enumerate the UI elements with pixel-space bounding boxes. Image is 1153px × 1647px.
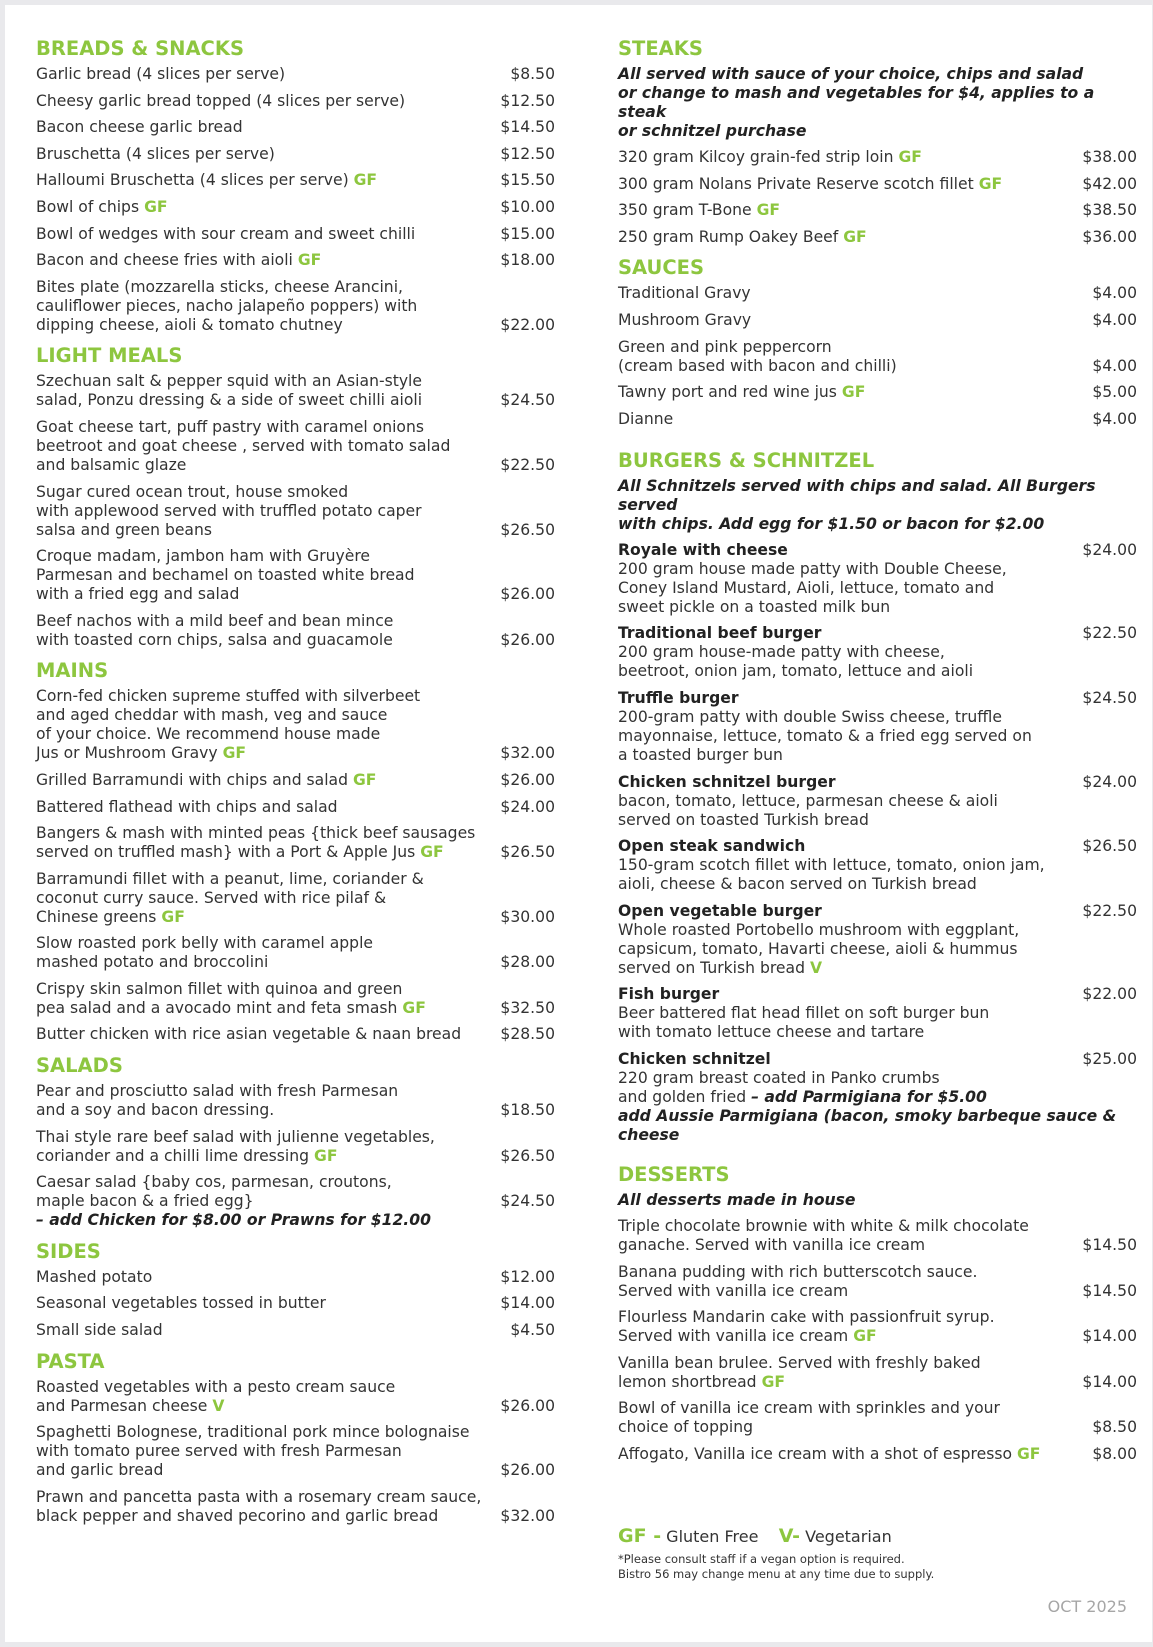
item-description: 220 gram breast coated in Panko crumbs and golden fried: [618, 1068, 940, 1106]
menu-item: [36, 1268, 555, 1287]
menu-item: [36, 278, 555, 335]
section-heading: STEAKS: [618, 37, 703, 60]
menu-item: [618, 1445, 1137, 1464]
menu-item: [618, 148, 1137, 167]
gluten-free-tag: GF: [978, 174, 1003, 193]
menu-item: [36, 1128, 555, 1166]
section-breads-snacks: [36, 35, 555, 335]
menu-item: [36, 372, 555, 410]
item-price: $18.00: [500, 251, 555, 270]
item-price: $32.00: [500, 1506, 555, 1525]
left-column: [36, 33, 555, 1533]
aussie-parmigiana-add-on: add Aussie Parmigiana (bacon, smoky barbeque sauce & cheese: [618, 1106, 1117, 1144]
vegan-note: *Please consult staff if a vegan option is required.: [618, 1552, 905, 1566]
item-name: Banana pudding with rich butterscotch sauce. Served with vanilla ice cream: [618, 1262, 978, 1300]
gluten-free-tag: GF: [222, 744, 247, 763]
item-price: $4.00: [1092, 284, 1137, 303]
item-name: Vanilla bean brulee. Served with freshly baked lemon shortbread: [618, 1353, 981, 1391]
item-name: Halloumi Bruschetta (4 slices per serve): [36, 171, 349, 190]
menu-item: [36, 1321, 555, 1340]
menu-item: [36, 198, 555, 217]
item-price: $15.50: [500, 171, 555, 190]
item-price: $4.00: [1092, 310, 1137, 329]
item-name: Bowl of chips: [36, 197, 140, 216]
item-description: 200 gram house made patty with Double Cheese, Coney Island Mustard, Aioli, lettuce, tomato and sweet pickle on a toasted milk bun: [618, 559, 1007, 616]
section-salads: [36, 1052, 555, 1230]
item-name: Thai style rare beef salad with julienne vegetables, coriander and a chilli lime dressing: [36, 1127, 435, 1165]
item-price: $24.50: [1082, 688, 1137, 707]
item-name: Battered flathead with chips and salad: [36, 797, 338, 816]
item-name: Truffle burger: [618, 688, 739, 707]
item-price: $24.50: [500, 1192, 555, 1211]
section-heading: BREADS & SNACKS: [36, 37, 245, 60]
item-description: bacon, tomato, lettuce, parmesan cheese & aioli served on toasted Turkish bread: [618, 791, 998, 829]
menu-change-note: Bistro 56 may change menu at any time due to supply.: [618, 1567, 935, 1581]
item-price: $30.00: [500, 907, 555, 926]
gluten-free-tag: GF: [161, 907, 185, 926]
section-heading: BURGERS & SCHNITZEL: [618, 448, 875, 472]
item-name: Bacon cheese garlic bread: [36, 118, 243, 137]
item-price: $12.00: [500, 1267, 555, 1286]
item-description: 150-gram scotch fillet with lettuce, tomato, onion jam, aioli, cheese & bacon served on Turkish bread: [618, 856, 1045, 894]
vegetarian-tag: V: [212, 1396, 225, 1415]
item-name: Slow roasted pork belly with caramel apple mashed potato and broccolini: [36, 934, 374, 972]
gluten-free-tag: GF: [402, 998, 426, 1017]
item-price: $12.50: [500, 91, 555, 110]
item-name: Prawn and pancetta pasta with a rosemary cream sauce, black pepper and shaved pecorino and garlic bread: [36, 1487, 482, 1525]
item-name: Roasted vegetables with a pesto cream sauce and Parmesan cheese: [36, 1377, 396, 1415]
gluten-free-tag: GF: [761, 1372, 786, 1391]
item-price: $4.00: [1092, 409, 1137, 428]
menu-item: [36, 1173, 555, 1211]
item-price: $26.50: [1082, 837, 1137, 856]
menu-item: [36, 1378, 555, 1416]
item-price: $26.50: [500, 1146, 555, 1165]
gluten-free-tag: GF: [420, 843, 444, 862]
menu-item: [36, 92, 555, 111]
item-price: $12.50: [500, 144, 555, 163]
gluten-free-tag: GF: [853, 1327, 877, 1346]
section-light-meals: [36, 342, 555, 649]
gluten-free-tag: GF: [1016, 1444, 1041, 1463]
section-note: All Schnitzels served with chips and salad. All Burgers served with chips. Add egg for $1.50 or bacon for $2.00: [618, 476, 1096, 533]
item-name: Bangers & mash with minted peas {thick beef sausages served on truffled mash} with a Port & Apple Jus: [36, 824, 476, 862]
menu-item: [36, 798, 555, 817]
menu-item: [36, 251, 555, 270]
item-price: $14.00: [500, 1294, 555, 1313]
menu-item: [36, 1025, 555, 1044]
item-name: Green and pink peppercorn (cream based with bacon and chilli): [618, 337, 897, 375]
item-name: Seasonal vegetables tossed in butter: [36, 1294, 326, 1313]
item-price: $26.00: [500, 770, 555, 789]
item-price: $14.00: [1082, 1372, 1137, 1391]
menu-item: [36, 65, 555, 84]
menu-item: [618, 338, 1137, 376]
item-name: Sugar cured ocean trout, house smoked with applewood served with truffled potato caper salsa and green beans: [36, 482, 422, 539]
menu-item: [618, 1263, 1137, 1301]
item-price: $14.50: [1082, 1281, 1137, 1300]
item-name: Bowl of wedges with sour cream and sweet chilli: [36, 224, 416, 243]
item-name: Dianne: [618, 409, 674, 428]
item-price: $22.00: [1082, 985, 1137, 1004]
item-price: $38.00: [1082, 148, 1137, 166]
item-name: Open steak sandwich: [618, 837, 806, 856]
gluten-free-tag: GF: [898, 148, 922, 166]
item-name: Butter chicken with rice asian vegetable & naan bread: [36, 1025, 462, 1044]
section-sauces: [618, 254, 1137, 428]
item-price: $24.00: [1082, 772, 1137, 791]
menu-date: OCT 2025: [1047, 1597, 1127, 1616]
dietary-legend: [618, 1525, 1137, 1582]
item-price: $22.50: [500, 455, 555, 474]
item-price: $10.00: [500, 197, 555, 216]
item-name: Bowl of vanilla ice cream with sprinkles and your choice of topping: [618, 1399, 1000, 1437]
menu-item: [618, 1050, 1137, 1145]
item-name: Small side salad: [36, 1321, 163, 1340]
gluten-free-tag: GF: [144, 197, 168, 216]
gluten-free-tag: GF: [297, 251, 322, 270]
item-price: $18.50: [500, 1101, 555, 1120]
item-price: $8.00: [1092, 1444, 1137, 1463]
item-name: Beef nachos with a mild beef and bean mince with toasted corn chips, salsa and guacamole: [36, 611, 394, 649]
menu-item: [36, 1294, 555, 1313]
item-price: $26.50: [500, 520, 555, 539]
menu-item: [618, 1217, 1137, 1255]
menu-item: [618, 624, 1137, 681]
menu-item: [618, 689, 1137, 765]
item-name: Bacon and cheese fries with aioli: [36, 251, 293, 270]
section-heading: SIDES: [36, 1239, 101, 1263]
item-name: Bruschetta (4 slices per serve): [36, 144, 275, 163]
item-price: $25.00: [1082, 1049, 1137, 1068]
item-price: $5.00: [1092, 383, 1137, 402]
item-name: 250 gram Rump Oakey Beef: [618, 227, 839, 246]
item-price: $14.50: [1082, 1235, 1137, 1254]
menu-item: [36, 980, 555, 1018]
section-sides: [36, 1238, 555, 1340]
section-heading: SAUCES: [618, 256, 705, 280]
gluten-free-tag: GF: [756, 201, 781, 220]
item-price: $15.00: [500, 224, 555, 243]
item-name: Chicken schnitzel: [618, 1049, 771, 1068]
parmigiana-add-on: – add Parmigiana for $5.00: [751, 1087, 987, 1106]
menu-item: [36, 687, 555, 763]
item-price: $4.50: [510, 1321, 555, 1340]
menu-item: [36, 547, 555, 604]
item-price: $26.00: [500, 1396, 555, 1415]
menu-item: [618, 311, 1137, 330]
item-name: Bites plate (mozzarella sticks, cheese Arancini, cauliflower pieces, nacho jalapeño poppers) with dipping cheese, aioli & tomato chutney: [36, 277, 418, 334]
item-price: $32.00: [500, 744, 555, 763]
item-description: Beer battered flat head fillet on soft burger bun with tomato lettuce cheese and tartare: [618, 1004, 990, 1042]
caesar-add-on: – add Chicken for $8.00 or Prawns for $12.00: [36, 1211, 431, 1230]
item-name: Chicken schnitzel burger: [618, 772, 836, 791]
menu-item: [618, 1354, 1137, 1392]
item-name: Traditional Gravy: [618, 284, 751, 303]
menu-item: [618, 201, 1137, 220]
section-steaks: [618, 35, 1137, 247]
gluten-free-label: Gluten Free: [666, 1527, 759, 1546]
menu-item: [618, 1399, 1137, 1437]
item-name: Affogato, Vanilla ice cream with a shot of espresso: [618, 1444, 1013, 1463]
item-price: $14.00: [1082, 1327, 1137, 1346]
section-heading: MAINS: [36, 659, 109, 683]
item-price: $24.00: [500, 797, 555, 816]
menu-item: [36, 1488, 555, 1526]
menu-item: [36, 934, 555, 972]
item-name: Triple chocolate brownie with white & milk chocolate ganache. Served with vanilla ice cream: [618, 1216, 1029, 1254]
section-burgers-schnitzel: [618, 447, 1137, 1145]
menu-item: [36, 1423, 555, 1480]
item-price: $42.00: [1082, 174, 1137, 193]
item-price: $24.50: [500, 391, 555, 410]
item-price: $8.50: [1092, 1418, 1137, 1437]
menu-item: [36, 483, 555, 540]
item-name: Goat cheese tart, puff pastry with caramel onions beetroot and goat cheese , served with tomato salad and balsamic glaze: [36, 417, 451, 474]
item-name: Szechuan salt & pepper squid with an Asian-style salad, Ponzu dressing & a side of sweet chilli aioli: [36, 372, 423, 410]
gluten-free-tag: GF: [314, 1146, 338, 1165]
gluten-free-key: GF -: [618, 1525, 662, 1547]
item-price: $22.50: [1082, 901, 1137, 920]
item-price: $26.00: [500, 630, 555, 649]
menu-item: [36, 870, 555, 927]
menu-item: [618, 541, 1137, 617]
item-description: Whole roasted Portobello mushroom with eggplant, capsicum, tomato, Havarti cheese, aioli & hummus served on Turkish bread: [618, 920, 1020, 977]
menu-item: [618, 773, 1137, 830]
item-price: $24.00: [1082, 540, 1137, 559]
item-name: Open vegetable burger: [618, 901, 822, 920]
item-name: Tawny port and red wine jus: [618, 383, 837, 402]
menu-item: [36, 225, 555, 244]
section-note: All desserts made in house: [618, 1190, 856, 1209]
item-name: Pear and prosciutto salad with fresh Parmesan and a soy and bacon dressing.: [36, 1082, 399, 1120]
item-name: Fish burger: [618, 985, 720, 1004]
item-price: $4.00: [1092, 356, 1137, 375]
menu-item: [618, 902, 1137, 978]
menu-item: [36, 171, 555, 190]
item-description: 200 gram house-made patty with cheese, beetroot, onion jam, tomato, lettuce and aioli: [618, 643, 974, 681]
item-name: Grilled Barramundi with chips and salad: [36, 770, 349, 789]
menu-item: [36, 145, 555, 164]
item-price: $32.50: [500, 998, 555, 1017]
gluten-free-tag: GF: [841, 383, 866, 402]
item-name: Caesar salad {baby cos, parmesan, croutons, maple bacon & a fried egg}: [36, 1173, 392, 1211]
section-mains: [36, 657, 555, 1044]
item-price: $28.00: [500, 953, 555, 972]
menu-item: [618, 410, 1137, 429]
item-price: $38.50: [1082, 201, 1137, 220]
item-name: Mashed potato: [36, 1267, 153, 1286]
menu-item: [36, 418, 555, 475]
gluten-free-tag: GF: [353, 171, 378, 190]
menu-item: [618, 383, 1137, 402]
gluten-free-tag: GF: [843, 227, 867, 246]
section-pasta: [36, 1348, 555, 1526]
item-name: Spaghetti Bolognese, traditional pork mince bolognaise with tomato puree served with fresh Parmesan and garlic bread: [36, 1423, 470, 1480]
vegetarian-key: V-: [778, 1525, 801, 1547]
item-price: $22.00: [500, 315, 555, 334]
item-name: 300 gram Nolans Private Reserve scotch fillet: [618, 174, 974, 193]
menu-page: [5, 5, 1152, 1642]
item-name: Garlic bread (4 slices per serve): [36, 65, 286, 83]
menu-item: [36, 118, 555, 137]
item-name: Crispy skin salmon fillet with quinoa and green pea salad and a avocado mint and feta smash: [36, 979, 403, 1017]
vegetarian-label: Vegetarian: [805, 1527, 892, 1546]
vegetarian-tag: V: [809, 958, 823, 977]
menu-item: [36, 824, 555, 862]
item-name: Mushroom Gravy: [618, 310, 752, 329]
gluten-free-tag: GF: [352, 770, 377, 789]
item-price: $26.00: [500, 585, 555, 604]
menu-item: [618, 175, 1137, 194]
item-name: Corn-fed chicken supreme stuffed with silverbeet and aged cheddar with mash, veg and sauce of your choice. We recommend house made Jus or Mushroom Gravy: [36, 687, 421, 763]
item-name: Croque madam, jambon ham with Gruyère Parmesan and bechamel on toasted white bread with a fried egg and salad: [36, 547, 415, 604]
item-description: 200-gram patty with double Swiss cheese, truffle mayonnaise, lettuce, tomato & a fried egg served on a toasted burger bun: [618, 707, 1032, 764]
item-price: $22.50: [1082, 624, 1137, 643]
item-name: Flourless Mandarin cake with passionfruit syrup. Served with vanilla ice cream: [618, 1308, 995, 1346]
item-price: $28.50: [500, 1025, 555, 1044]
section-heading: SALADS: [36, 1054, 123, 1078]
section-heading: DESSERTS: [618, 1162, 730, 1186]
menu-item: [618, 1308, 1137, 1346]
item-name: 350 gram T-Bone: [618, 201, 752, 220]
item-name: Cheesy garlic bread topped (4 slices per serve): [36, 91, 406, 110]
menu-item: [36, 1082, 555, 1120]
menu-item: [618, 228, 1137, 247]
menu-item: [618, 284, 1137, 303]
item-name: 320 gram Kilcoy grain-fed strip loin: [618, 148, 894, 166]
item-price: $26.50: [500, 843, 555, 862]
section-heading: LIGHT MEALS: [36, 344, 183, 368]
section-desserts: [618, 1161, 1137, 1464]
menu-item: [36, 771, 555, 790]
section-heading: PASTA: [36, 1349, 105, 1373]
item-name: Traditional beef burger: [618, 624, 822, 643]
menu-item: [618, 837, 1137, 894]
item-price: $36.00: [1082, 227, 1137, 246]
item-price: $14.50: [500, 118, 555, 137]
item-price: $26.00: [500, 1461, 555, 1480]
item-name: Royale with cheese: [618, 540, 788, 559]
menu-item: [618, 985, 1137, 1042]
menu-item: [36, 612, 555, 650]
item-name: Barramundi fillet with a peanut, lime, coriander & coconut curry sauce. Served with rice pilaf & Chinese greens: [36, 869, 424, 926]
item-price: $8.50: [510, 65, 555, 83]
right-column: [618, 33, 1137, 1471]
section-note: All served with sauce of your choice, chips and salad or change to mash and vegetables for $4, applies to a steak or schnitzel purchase: [618, 65, 1095, 140]
